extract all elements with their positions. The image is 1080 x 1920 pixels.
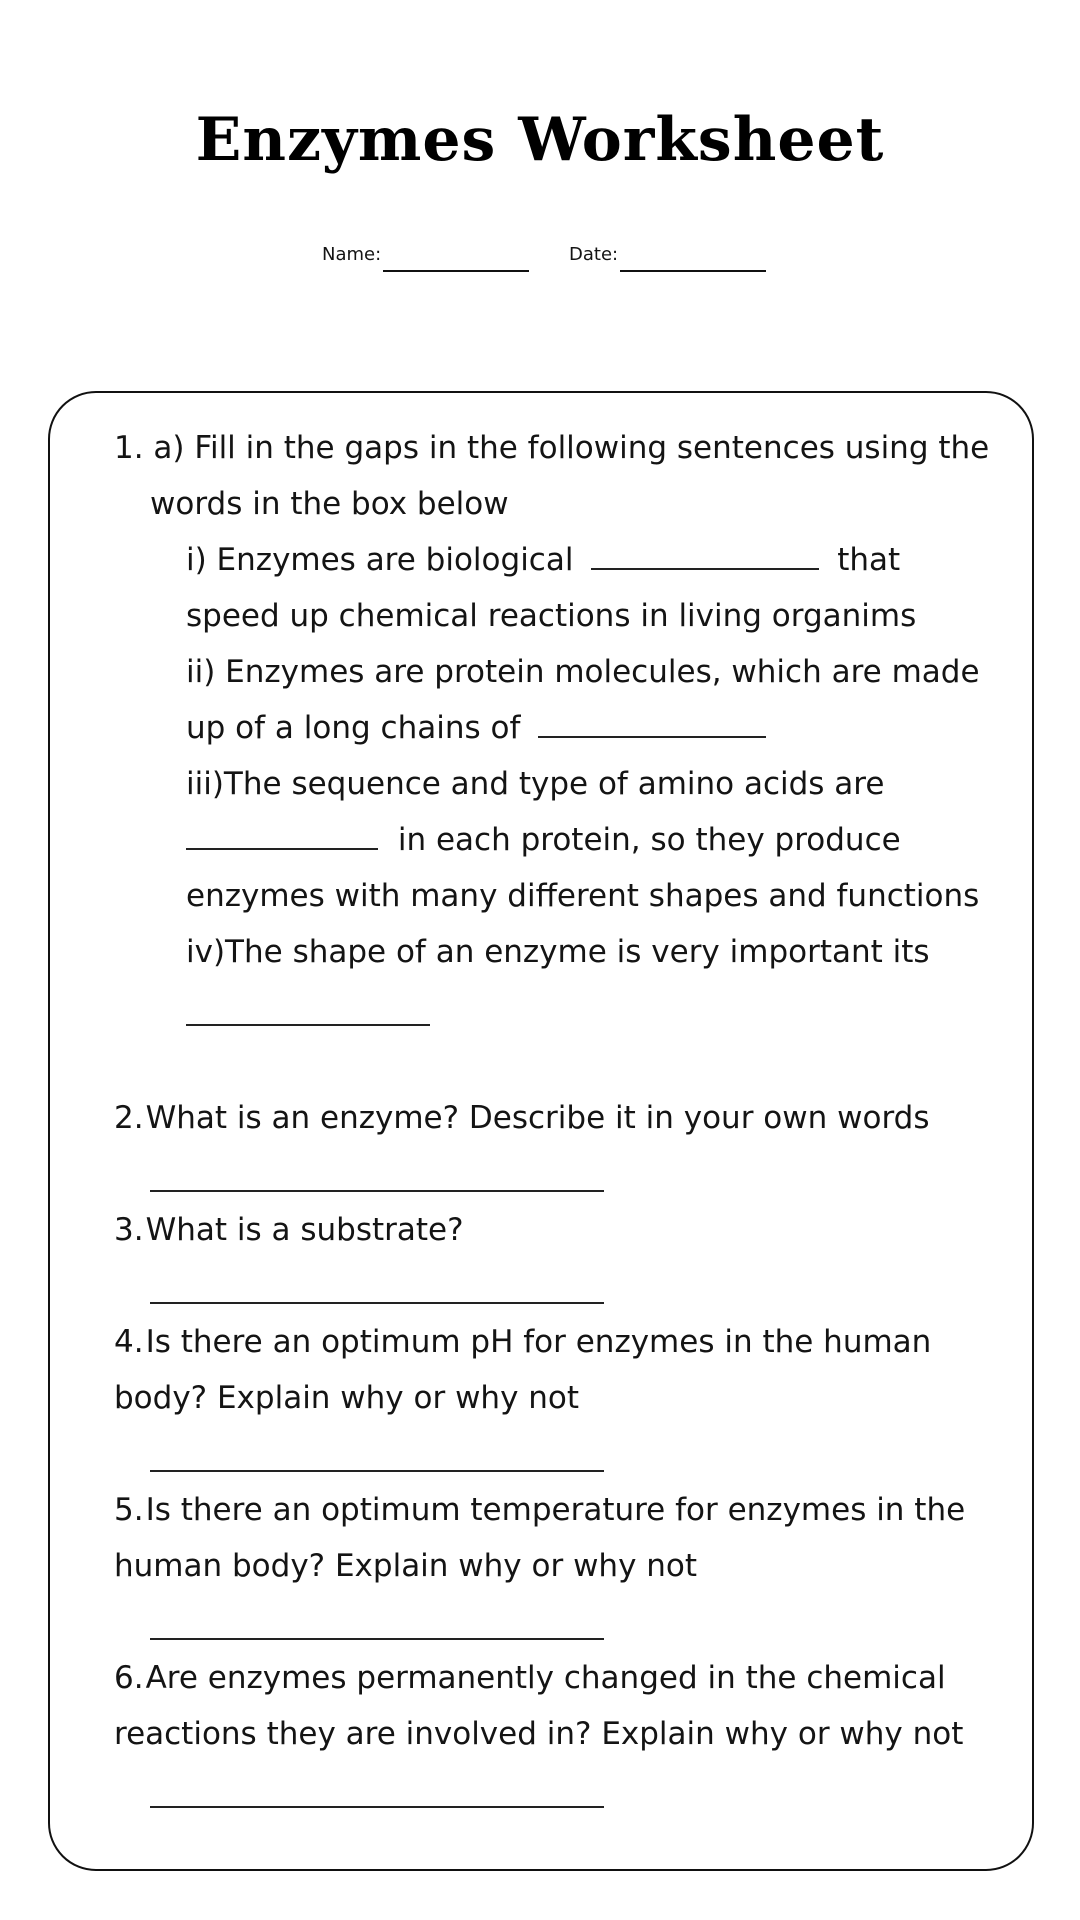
q3-number: 3. xyxy=(114,1212,144,1248)
q6-line-2: reactions they are involved in? Explain why or why not xyxy=(114,1716,964,1752)
name-blank[interactable] xyxy=(383,246,529,272)
q5-text: Is there an optimum temperature for enzymes in the xyxy=(145,1492,966,1528)
q1-line-1: 1. a) Fill in the gaps in the following sentences using the xyxy=(114,430,990,466)
q4-line-1 xyxy=(114,1322,931,1362)
q1-i-blank[interactable] xyxy=(591,542,819,570)
q3-line-1 xyxy=(114,1210,464,1250)
q1-iii-blank[interactable] xyxy=(186,822,378,850)
name-label: Name: xyxy=(322,244,382,265)
q1-iii-text: in each protein, so they produce xyxy=(397,822,901,858)
q6-line-1 xyxy=(114,1658,946,1698)
q5-answer-line[interactable] xyxy=(150,1638,604,1640)
q1-iii-line-2 xyxy=(186,820,901,860)
q1-ii-line-1: ii) Enzymes are protein molecules, which are made xyxy=(186,654,980,690)
q6-answer-line[interactable] xyxy=(150,1806,604,1808)
date-blank[interactable] xyxy=(620,246,766,272)
q4-number: 4. xyxy=(114,1324,144,1360)
worksheet-title: Enzymes Worksheet xyxy=(195,105,885,175)
q1-i-text-a: i) Enzymes are biological xyxy=(186,542,574,578)
name-field[interactable] xyxy=(322,238,529,272)
q1-iii-line-3: enzymes with many different shapes and functions xyxy=(186,878,980,914)
q3-text: What is a substrate? xyxy=(145,1212,464,1248)
q1-iv-line-1: iv)The shape of an enzyme is very important its xyxy=(186,934,930,970)
q4-line-2: body? Explain why or why not xyxy=(114,1380,580,1416)
q1-ii-blank[interactable] xyxy=(538,710,766,738)
q1-ii-text: up of a long chains of xyxy=(186,710,521,746)
q2-line-1 xyxy=(114,1098,929,1138)
q2-answer-line[interactable] xyxy=(150,1190,604,1192)
q1-i-line-1 xyxy=(186,540,900,580)
q4-text: Is there an optimum pH for enzymes in the human xyxy=(145,1324,932,1360)
q2-text: What is an enzyme? Describe it in your own words xyxy=(145,1100,930,1136)
date-label: Date: xyxy=(569,244,619,265)
q1-i-line-2: speed up chemical reactions in living organims xyxy=(186,598,917,634)
q5-number: 5. xyxy=(114,1492,144,1528)
q1-i-text-b: that xyxy=(837,542,901,578)
q6-text: Are enzymes permanently changed in the chemical xyxy=(145,1660,946,1696)
q5-line-2: human body? Explain why or why not xyxy=(114,1548,698,1584)
q2-number: 2. xyxy=(114,1100,144,1136)
q1-ii-line-2 xyxy=(186,708,766,748)
q3-answer-line[interactable] xyxy=(150,1302,604,1304)
q4-answer-line[interactable] xyxy=(150,1470,604,1472)
q6-number: 6. xyxy=(114,1660,144,1696)
q1-iii-line-1: iii)The sequence and type of amino acids are xyxy=(186,766,885,802)
date-field[interactable] xyxy=(569,238,766,272)
q5-line-1 xyxy=(114,1490,965,1530)
q1-iv-answer-line[interactable] xyxy=(186,1024,430,1026)
q1-line-2: words in the box below xyxy=(150,486,509,522)
